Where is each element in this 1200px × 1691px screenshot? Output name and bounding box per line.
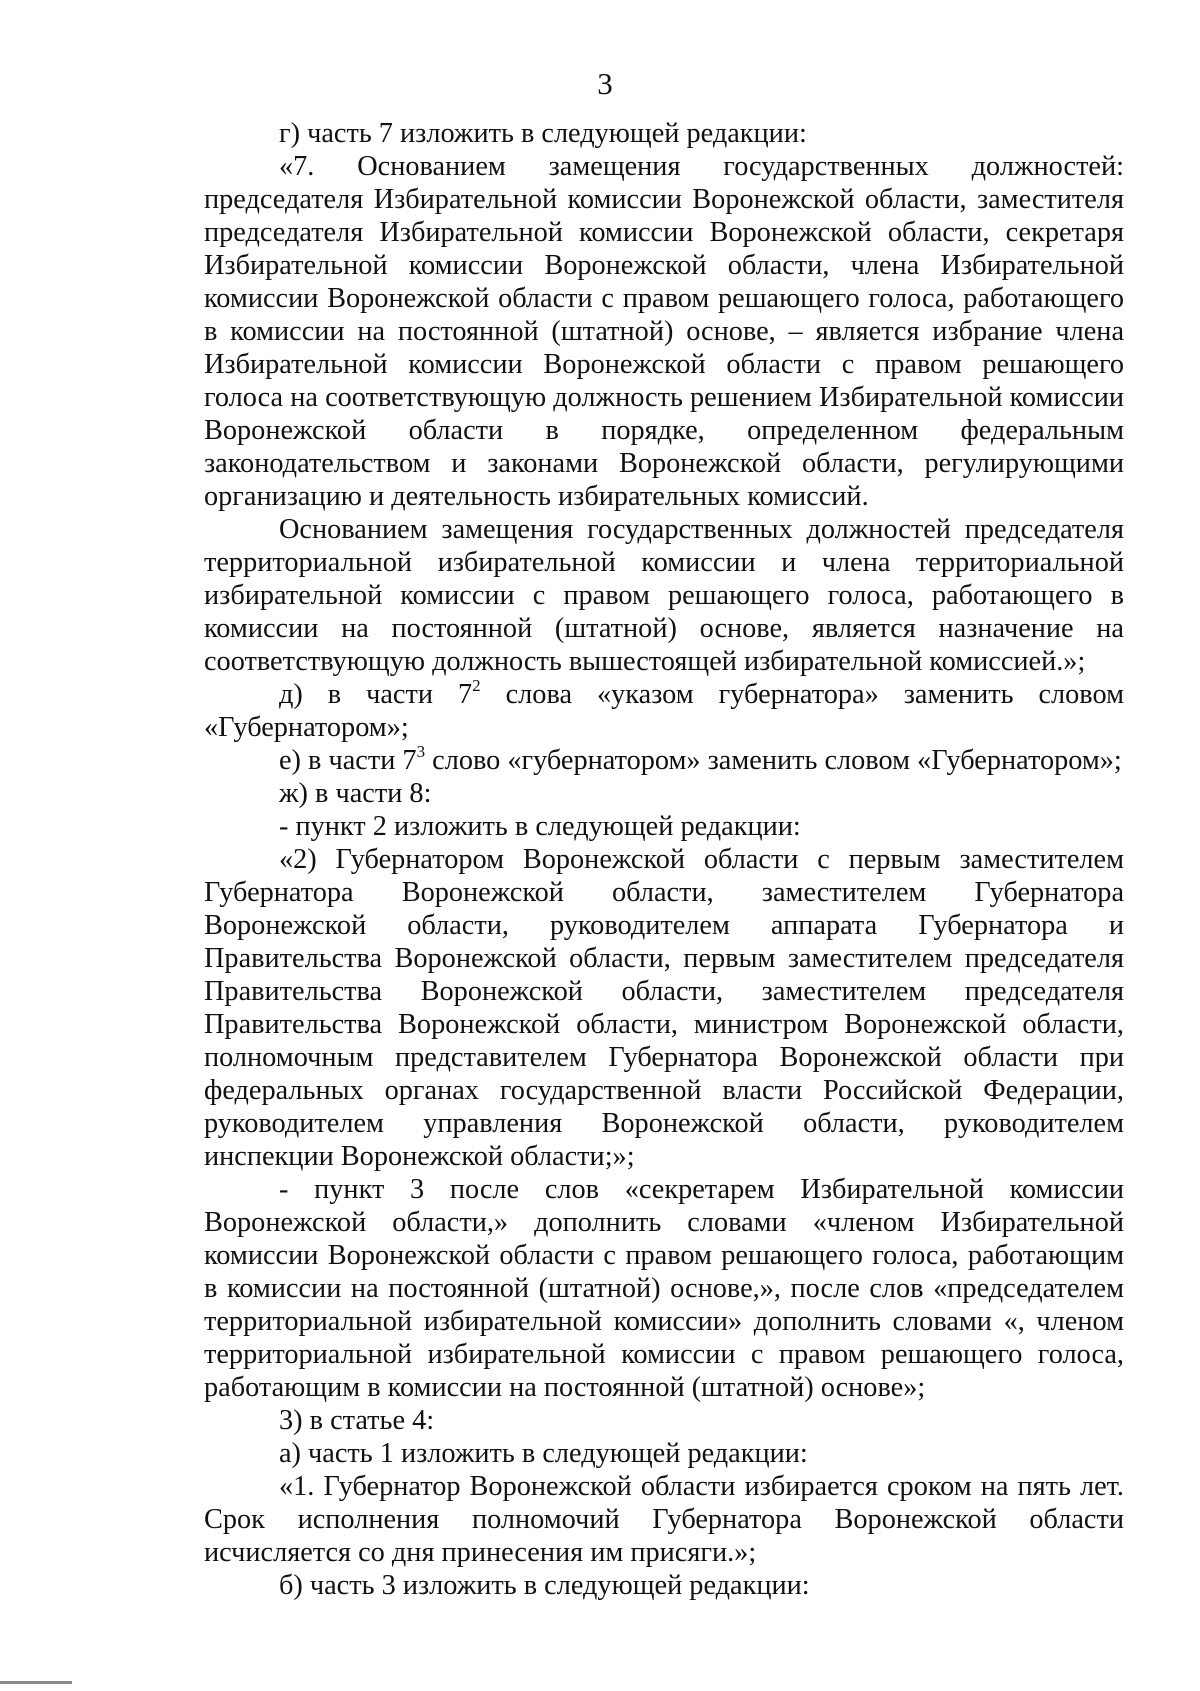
paragraph-text: слово «губернатором» заменить словом «Губернатором»; (425, 745, 1122, 776)
document-body (204, 117, 1124, 1602)
paragraph-text: слова «указом губернатора» заменить словом «Губернатором»; (204, 679, 1124, 743)
paragraph (204, 744, 1124, 777)
paragraph: б) часть 3 изложить в следующей редакции: (279, 1570, 810, 1601)
paragraph: «1. Губернатор Воронежской области избирается сроком на пять лет. Срок исполнения полномочий Губернатора Воронежской области исчисляется со дня принесения им присяги.»; (204, 1471, 1124, 1568)
scan-edge-mark (0, 1681, 72, 1684)
superscript: 2 (472, 676, 481, 695)
paragraph (204, 678, 1124, 744)
paragraph: «2) Губернатором Воронежской области с первым заместителем Губернатора Воронежской области, заместителем Губернатора Воронежской области, руководителем аппарата Губернатора и Правительства Воронежской области, первым заместителем председателя Правительства Воронежской области, заместителем председателя Правительства Воронежской области, министром Воронежской области, полномочным представителем Губернатора Воронежской области при федеральных органах государственной власти Российской Федерации, руководителем управления Воронежской области, руководителем инспекции Воронежской области;»; (204, 844, 1124, 1172)
page-number: 3 (597, 66, 613, 101)
paragraph: 3) в статье 4: (279, 1405, 435, 1436)
paragraph: Основанием замещения государственных должностей председателя территориальной избирательной комиссии и члена территориальной избирательной комиссии с правом решающего голоса, работающего в комиссии на постоянной (штатной) основе, является назначение на соответствующую должность вышестоящей избирательной комиссией.»; (204, 514, 1124, 677)
superscript: 3 (416, 742, 426, 761)
paragraph: «7. Основанием замещения государственных должностей: председателя Избирательной комиссии Воронежской области, заместителя председателя Избирательной комиссии Воронежской области, секретаря Избирательной комиссии Воронежской области, члена Избирательной комиссии Воронежской области с правом решающего голоса, работающего в комиссии на постоянной (штатной) основе, – является избрание члена Избирательной комиссии Воронежской области с правом решающего голоса на соответствующую должность решением Избирательной комиссии Воронежской области в порядке, определенном федеральным законодательством и законами Воронежской области, регулирующими организацию и деятельность избирательных комиссий. (204, 151, 1124, 512)
paragraph: ж) в части 8: (279, 778, 432, 809)
paragraph: г) часть 7 изложить в следующей редакции: (279, 118, 807, 149)
paragraph-text: е) в части 7 (279, 745, 417, 776)
paragraph: - пункт 3 после слов «секретарем Избирательной комиссии Воронежской области,» дополнить словами «членом Избирательной комиссии Воронежской области с правом решающего голоса, работающим в комиссии на постоянной (штатной) основе,», после слов «председателем территориальной избирательной комиссии» дополнить словами «, членом территориальной избирательной комиссии с правом решающего голоса, работающим в комиссии на постоянной (штатной) основе»; (204, 1174, 1124, 1403)
paragraph-text: д) в части 7 (279, 679, 473, 710)
paragraph: а) часть 1 изложить в следующей редакции: (279, 1438, 808, 1469)
paragraph: - пункт 2 изложить в следующей редакции: (279, 811, 801, 842)
